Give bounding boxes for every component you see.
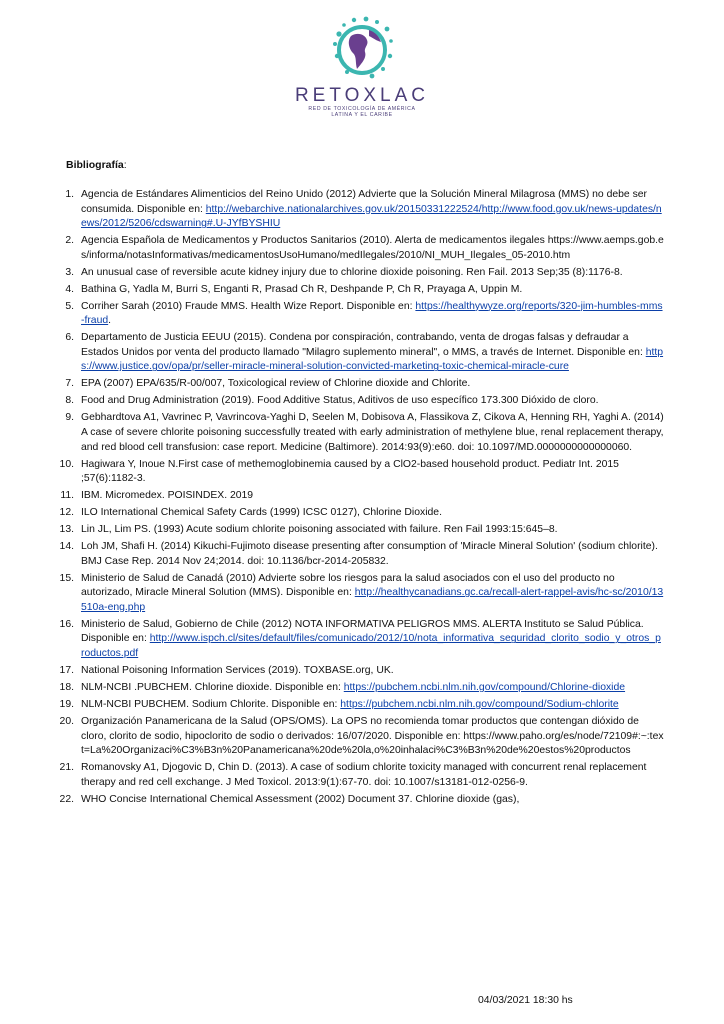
- reference-item: [52, 698, 664, 713]
- reference-text: ILO International Chemical Safety Cards (1999) ICSC 0127), Chlorine Dioxide.: [81, 507, 442, 519]
- reference-text: IBM. Micromedex. POISINDEX. 2019: [81, 490, 254, 502]
- reference-number: 9 .: [52, 411, 74, 426]
- reference-text: Gebhardtova A1, Vavrinec P, Vavrincova-Yaghi D, Seelen M, Dobisova A, Flassikova Z, Cikova A, Henning RH, Yaghi A. (2014) A case of severe chlorite poisoning successfully treated with early administration of methylene blue, renal replacement therapy, and red blood cell transfusion: case report. Medicine (Baltimore). 2014:93(9):e60. doi: 10.1097/MD.0000000000000060.: [81, 412, 664, 453]
- reference-number: 3 .: [52, 266, 74, 281]
- reference-number: 16 .: [52, 618, 74, 633]
- reference-item: [52, 300, 664, 329]
- reference-text: Bathina G, Yadla M, Burri S, Enganti R, Prasad Ch R, Deshpande P, Ch R, Prayaga A, Uppin M.: [81, 283, 523, 295]
- reference-item: [52, 458, 664, 487]
- reference-tail: https://www.paho.org/es/node/72109#:~:text=La%20Organizaci%C3%B3n%20Panamericana%20de%20la,o%20inhalaci%C3%B3n%20de%20estos%20productos: [81, 730, 664, 757]
- reference-item: [52, 506, 664, 521]
- reference-item: [52, 266, 664, 281]
- reference-link[interactable]: http://webarchive.nationalarchives.gov.uk/20150331222524/http://www.food.gov.uk/news-updates/news/2012/5206/cdswarning#.U-JYfBYSHIU: [81, 203, 662, 230]
- logo-subtitle-1: RED DE TOXICOLOGÍA DE AMÉRICA: [308, 106, 416, 112]
- reference-text: An unusual case of reversible acute kidney injury due to chlorine dioxide poisoning. Ren Fail. 2013 Sep;35 (8):1176-8.: [81, 266, 623, 278]
- reference-link[interactable]: https://pubchem.ncbi.nlm.nih.gov/compound/Sodium-chlorite: [340, 699, 619, 711]
- bibliography-colon: :: [123, 159, 127, 171]
- reference-text: EPA (2007) EPA/635/R-00/007, Toxicological review of Chlorine dioxide and Chlorite.: [81, 378, 471, 390]
- reference-link[interactable]: https://pubchem.ncbi.nlm.nih.gov/compound/Chlorine-dioxide: [343, 682, 626, 694]
- reference-number: 10 .: [52, 458, 74, 473]
- reference-item: [52, 283, 664, 298]
- reference-text: National Poisoning Information Services (2019). TOXBASE.org, UK.: [81, 665, 394, 677]
- reference-item: [52, 540, 664, 569]
- reference-text: Ministerio de Salud, Gobierno de Chile (2012) NOTA INFORMATIVA PELIGROS MMS. ALERTA Instituto se Salud Pública. Disponible en:: [81, 618, 644, 645]
- retoxlac-logo: [0, 14, 724, 118]
- reference-item: [52, 331, 664, 375]
- reference-item: [52, 618, 664, 662]
- reference-number: 22 .: [52, 793, 74, 808]
- reference-item: [52, 715, 664, 759]
- reference-number: 4 .: [52, 283, 74, 298]
- reference-number: 19 .: [52, 698, 74, 713]
- reference-text: Food and Drug Administration (2019). Food Additive Status, Aditivos de uso específico 173.300 Dióxido de cloro.: [81, 395, 599, 407]
- reference-item: [52, 489, 664, 504]
- reference-text: Organización Panamericana de la Salud (OPS/OMS). La OPS no recomienda tomar productos que contengan dióxido de cloro, clorito de sodio, hipoclorito de sodio o derivados: 16/07/2020. Disponible en:: [81, 716, 639, 742]
- reference-text: Departamento de Justicia EEUU (2015). Condena por conspiración, contrabando, venta de drogas falsas y defraudar a Estados Unidos por venta del producto llamado "Milagro suplemento mineral", o MMS, a través de Internet. Disponible en:: [81, 332, 643, 358]
- reference-text: Agencia Española de Medicamentos y Productos Sanitarios (2010). Alerta de medicamentos ilegales: [81, 235, 545, 247]
- reference-text: NLM-NCBI PUBCHEM. Sodium Chlorite. Disponible en:: [81, 699, 341, 711]
- reference-number: 13 .: [52, 523, 74, 538]
- reference-number: 12 .: [52, 506, 74, 521]
- reference-number: 6 .: [52, 331, 74, 346]
- reference-link[interactable]: http://healthycanadians.gc.ca/recall-alert-rappel-avis/hc-sc/2010/13510a-eng.php: [81, 587, 664, 613]
- reference-item: [52, 681, 664, 696]
- reference-text: NLM-NCBI .PUBCHEM. Chlorine dioxide. Disponible en:: [81, 682, 341, 694]
- reference-text: Hagiwara Y, Inoue N.First case of methemoglobinemia caused by a ClO2-based household product. Pediatr Int. 2015 ;57(6):1182-3.: [81, 458, 619, 485]
- footer-datetime: 04/03/2021 18:30 hs: [478, 995, 573, 1006]
- reference-item: [52, 377, 664, 392]
- reference-number: 15 .: [52, 572, 74, 587]
- reference-item: [52, 761, 664, 790]
- reference-number: 17 .: [52, 664, 74, 679]
- reference-item: [52, 394, 664, 409]
- reference-item: [52, 523, 664, 538]
- reference-number: 14 .: [52, 540, 74, 555]
- reference-list: [52, 188, 664, 810]
- reference-item: [52, 664, 664, 679]
- bibliography-heading: [66, 158, 127, 172]
- reference-link[interactable]: https://healthywyze.org/reports/320-jim-humbles-mms-fraud: [81, 300, 663, 327]
- reference-item: [52, 234, 664, 263]
- reference-number: 7 .: [52, 377, 74, 392]
- reference-tail: .: [108, 315, 112, 327]
- reference-number: 1 .: [52, 188, 74, 203]
- reference-number: 11 .: [52, 489, 74, 504]
- reference-text: Agencia de Estándares Alimenticios del Reino Unido (2012) Advierte que la Solución Mineral Milagrosa (MMS) no debe ser consumida. Disponible en:: [81, 189, 648, 215]
- reference-item: [52, 411, 664, 455]
- reference-item: [52, 572, 664, 616]
- globe-dots-logo-icon: [327, 14, 397, 84]
- reference-item: [52, 188, 664, 232]
- reference-text: Corriher Sarah (2010) Fraude MMS. Health Wize Report. Disponible en:: [81, 300, 413, 312]
- logo-subtitle-2: LATINA Y EL CARIBE: [331, 112, 393, 118]
- reference-tail: https://www.aemps.gob.es/informa/notasInformativas/medicamentosUsoHumano/medIlegales/2010/NI_MUH_Ilegales_05-2010.htm: [81, 235, 664, 261]
- reference-number: 21 .: [52, 761, 74, 776]
- reference-link[interactable]: http://www.ispch.cl/sites/default/files/comunicado/2012/10/nota_informativa_seguridad_clorito_sodio_y_otros_productos.pdf: [81, 633, 661, 660]
- reference-link[interactable]: https://www.justice.gov/opa/pr/seller-miracle-mineral-solution-convicted-marketing-toxic-chemical-miracle-cure: [81, 346, 664, 373]
- logo-name: RETOXLAC: [294, 85, 430, 106]
- reference-text: Lin JL, Lim PS. (1993) Acute sodium chlorite poisoning associated with failure. Ren Fail 1993:15:645–8.: [81, 524, 558, 536]
- reference-text: WHO Concise International Chemical Assessment (2002) Document 37. Chlorine dioxide (gas),: [81, 793, 520, 805]
- reference-number: 2 .: [52, 234, 74, 249]
- reference-text: Romanovsky A1, Djogovic D, Chin D. (2013). A case of sodium chlorite toxicity managed with concurrent renal replacement therapy and red cell exchange. J Med Toxicol. 2013:9(1):67-70. doi: 10.1007/s13181-012-0256-9.: [81, 762, 647, 788]
- reference-number: 8 .: [52, 394, 74, 409]
- bibliography-title: Bibliografía: [66, 159, 124, 171]
- reference-number: 5 .: [52, 300, 74, 315]
- reference-number: 20 .: [52, 715, 74, 730]
- reference-text: Ministerio de Salud de Canadá (2010) Advierte sobre los riesgos para la salud asociados con el uso del producto no autorizado, Miracle Mineral Solution (MMS). Disponible en:: [81, 572, 615, 599]
- reference-text: Loh JM, Shafi H. (2014) Kikuchi-Fujimoto disease presenting after consumption of 'Miracle Mineral Solution' (sodium chlorite). BMJ Case Rep. 2014 Nov 24;2014. doi: 10.1136/bcr-2014-205832.: [81, 541, 658, 567]
- reference-item: [52, 793, 664, 808]
- reference-number: 18 .: [52, 681, 74, 696]
